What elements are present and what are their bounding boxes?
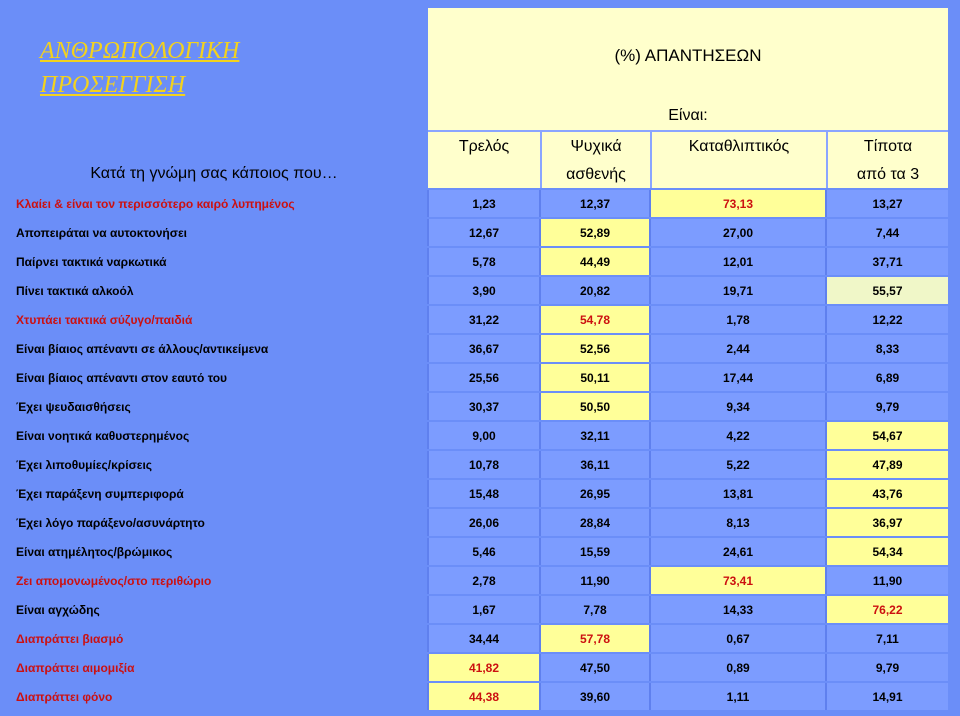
value-cell: 1,78 xyxy=(650,305,826,334)
value-cell: 12,67 xyxy=(428,218,540,247)
value-cell: 43,76 xyxy=(826,479,948,508)
value-cell: 1,23 xyxy=(428,190,540,218)
value-cell: 54,78 xyxy=(540,305,650,334)
slide-title xyxy=(40,34,239,102)
value-cell: 8,13 xyxy=(650,508,826,537)
table-row xyxy=(8,305,948,334)
col-header-tipota-l1: Τίποτα xyxy=(863,138,913,155)
responses-table xyxy=(8,190,948,712)
row-label: Είναι βίαιος απέναντι σε άλλους/αντικείμενα xyxy=(8,334,428,363)
value-cell: 7,78 xyxy=(540,595,650,624)
value-cell: 1,67 xyxy=(428,595,540,624)
value-cell: 52,56 xyxy=(540,334,650,363)
value-cell: 31,22 xyxy=(428,305,540,334)
percent-header: (%) ΑΠΑΝΤΗΣΕΩΝ xyxy=(614,46,762,65)
value-cell: 3,90 xyxy=(428,276,540,305)
value-cell: 5,78 xyxy=(428,247,540,276)
value-cell: 54,34 xyxy=(826,537,948,566)
value-cell: 25,56 xyxy=(428,363,540,392)
value-cell: 7,11 xyxy=(826,624,948,653)
table-row xyxy=(8,653,948,682)
col-header-psychika-l2: ασθενής xyxy=(566,166,626,183)
value-cell: 2,78 xyxy=(428,566,540,595)
value-cell: 36,11 xyxy=(540,450,650,479)
table-row xyxy=(8,624,948,653)
value-cell: 44,49 xyxy=(540,247,650,276)
value-cell: 27,00 xyxy=(650,218,826,247)
table-row xyxy=(8,508,948,537)
row-label: Διαπράττει βιασμό xyxy=(8,624,428,653)
row-label: Χτυπάει τακτικά σύζυγο/παιδιά xyxy=(8,305,428,334)
value-cell: 9,00 xyxy=(428,421,540,450)
value-cell: 0,67 xyxy=(650,624,826,653)
value-cell: 6,89 xyxy=(826,363,948,392)
value-cell: 13,27 xyxy=(826,190,948,218)
value-cell: 54,67 xyxy=(826,421,948,450)
row-label: Έχει λιποθυμίες/κρίσεις xyxy=(8,450,428,479)
title-line-2: ΠΡΟΣΕΓΓΙΣΗ xyxy=(40,72,186,98)
row-label: Διαπράττει φόνο xyxy=(8,682,428,711)
value-cell: 11,90 xyxy=(540,566,650,595)
table-row xyxy=(8,392,948,421)
table-row xyxy=(8,682,948,711)
value-cell: 41,82 xyxy=(428,653,540,682)
value-cell: 8,33 xyxy=(826,334,948,363)
value-cell: 39,60 xyxy=(540,682,650,711)
value-cell: 28,84 xyxy=(540,508,650,537)
table-row xyxy=(8,276,948,305)
value-cell: 47,89 xyxy=(826,450,948,479)
row-label: Πίνει τακτικά αλκοόλ xyxy=(8,276,428,305)
table-row xyxy=(8,363,948,392)
value-cell: 47,50 xyxy=(540,653,650,682)
table-row xyxy=(8,218,948,247)
table-row xyxy=(8,247,948,276)
row-label: Είναι αγχώδης xyxy=(8,595,428,624)
table-row xyxy=(8,595,948,624)
row-label: Είναι βίαιος απέναντι στον εαυτό του xyxy=(8,363,428,392)
row-label: Έχει ψευδαισθήσεις xyxy=(8,392,428,421)
value-cell: 36,97 xyxy=(826,508,948,537)
value-cell: 76,22 xyxy=(826,595,948,624)
value-cell: 30,37 xyxy=(428,392,540,421)
value-cell: 14,33 xyxy=(650,595,826,624)
value-cell: 1,11 xyxy=(650,682,826,711)
value-cell: 57,78 xyxy=(540,624,650,653)
header-divider xyxy=(428,130,948,132)
col-header-trelos-l1: Τρελός xyxy=(458,138,510,155)
row-label: Είναι νοητικά καθυστερημένος xyxy=(8,421,428,450)
row-label: Έχει λόγο παράξενο/ασυνάρτητο xyxy=(8,508,428,537)
row-label: Παίρνει τακτικά ναρκωτικά xyxy=(8,247,428,276)
value-cell: 24,61 xyxy=(650,537,826,566)
value-cell: 9,34 xyxy=(650,392,826,421)
col-header-katathliptikos-l1: Καταθλιπτικός xyxy=(688,138,790,155)
value-cell: 15,48 xyxy=(428,479,540,508)
question-header: Κατά τη γνώμη σας κάποιος που… xyxy=(90,165,338,182)
value-cell: 12,37 xyxy=(540,190,650,218)
title-line-1: ΑΝΘΡΩΠΟΛΟΓΙΚΗ xyxy=(40,38,240,64)
value-cell: 17,44 xyxy=(650,363,826,392)
value-cell: 52,89 xyxy=(540,218,650,247)
value-cell: 5,46 xyxy=(428,537,540,566)
row-label: Έχει παράξενη συμπεριφορά xyxy=(8,479,428,508)
value-cell: 37,71 xyxy=(826,247,948,276)
row-label: Ζει απομονωμένος/στο περιθώριο xyxy=(8,566,428,595)
value-cell: 50,50 xyxy=(540,392,650,421)
value-cell: 0,89 xyxy=(650,653,826,682)
table-row xyxy=(8,537,948,566)
value-cell: 4,22 xyxy=(650,421,826,450)
value-cell: 12,01 xyxy=(650,247,826,276)
table-row xyxy=(8,190,948,218)
value-cell: 26,95 xyxy=(540,479,650,508)
value-cell: 10,78 xyxy=(428,450,540,479)
table-row xyxy=(8,450,948,479)
value-cell: 15,59 xyxy=(540,537,650,566)
value-cell: 20,82 xyxy=(540,276,650,305)
header-box xyxy=(428,8,948,188)
value-cell: 7,44 xyxy=(826,218,948,247)
value-cell: 32,11 xyxy=(540,421,650,450)
table-row xyxy=(8,479,948,508)
value-cell: 12,22 xyxy=(826,305,948,334)
value-cell: 26,06 xyxy=(428,508,540,537)
value-cell: 9,79 xyxy=(826,392,948,421)
value-cell: 19,71 xyxy=(650,276,826,305)
row-label: Κλαίει & είναι τον περισσότερο καιρό λυπημένος xyxy=(8,190,428,218)
value-cell: 13,81 xyxy=(650,479,826,508)
value-cell: 9,79 xyxy=(826,653,948,682)
value-cell: 34,44 xyxy=(428,624,540,653)
value-cell: 73,13 xyxy=(650,190,826,218)
table-row xyxy=(8,334,948,363)
row-label: Αποπειράται να αυτοκτονήσει xyxy=(8,218,428,247)
value-cell: 50,11 xyxy=(540,363,650,392)
table-row xyxy=(8,421,948,450)
table-row xyxy=(8,566,948,595)
value-cell: 36,67 xyxy=(428,334,540,363)
value-cell: 55,57 xyxy=(826,276,948,305)
value-cell: 44,38 xyxy=(428,682,540,711)
value-cell: 14,91 xyxy=(826,682,948,711)
value-cell: 11,90 xyxy=(826,566,948,595)
value-cell: 73,41 xyxy=(650,566,826,595)
value-cell: 2,44 xyxy=(650,334,826,363)
value-cell: 5,22 xyxy=(650,450,826,479)
row-label: Διαπράττει αιμομιξία xyxy=(8,653,428,682)
col-header-psychika-l1: Ψυχικά xyxy=(570,138,622,155)
einai-header: Είναι: xyxy=(668,107,708,124)
col-header-tipota-l2: από τα 3 xyxy=(856,166,920,183)
row-label: Είναι ατημέλητος/βρώμικος xyxy=(8,537,428,566)
